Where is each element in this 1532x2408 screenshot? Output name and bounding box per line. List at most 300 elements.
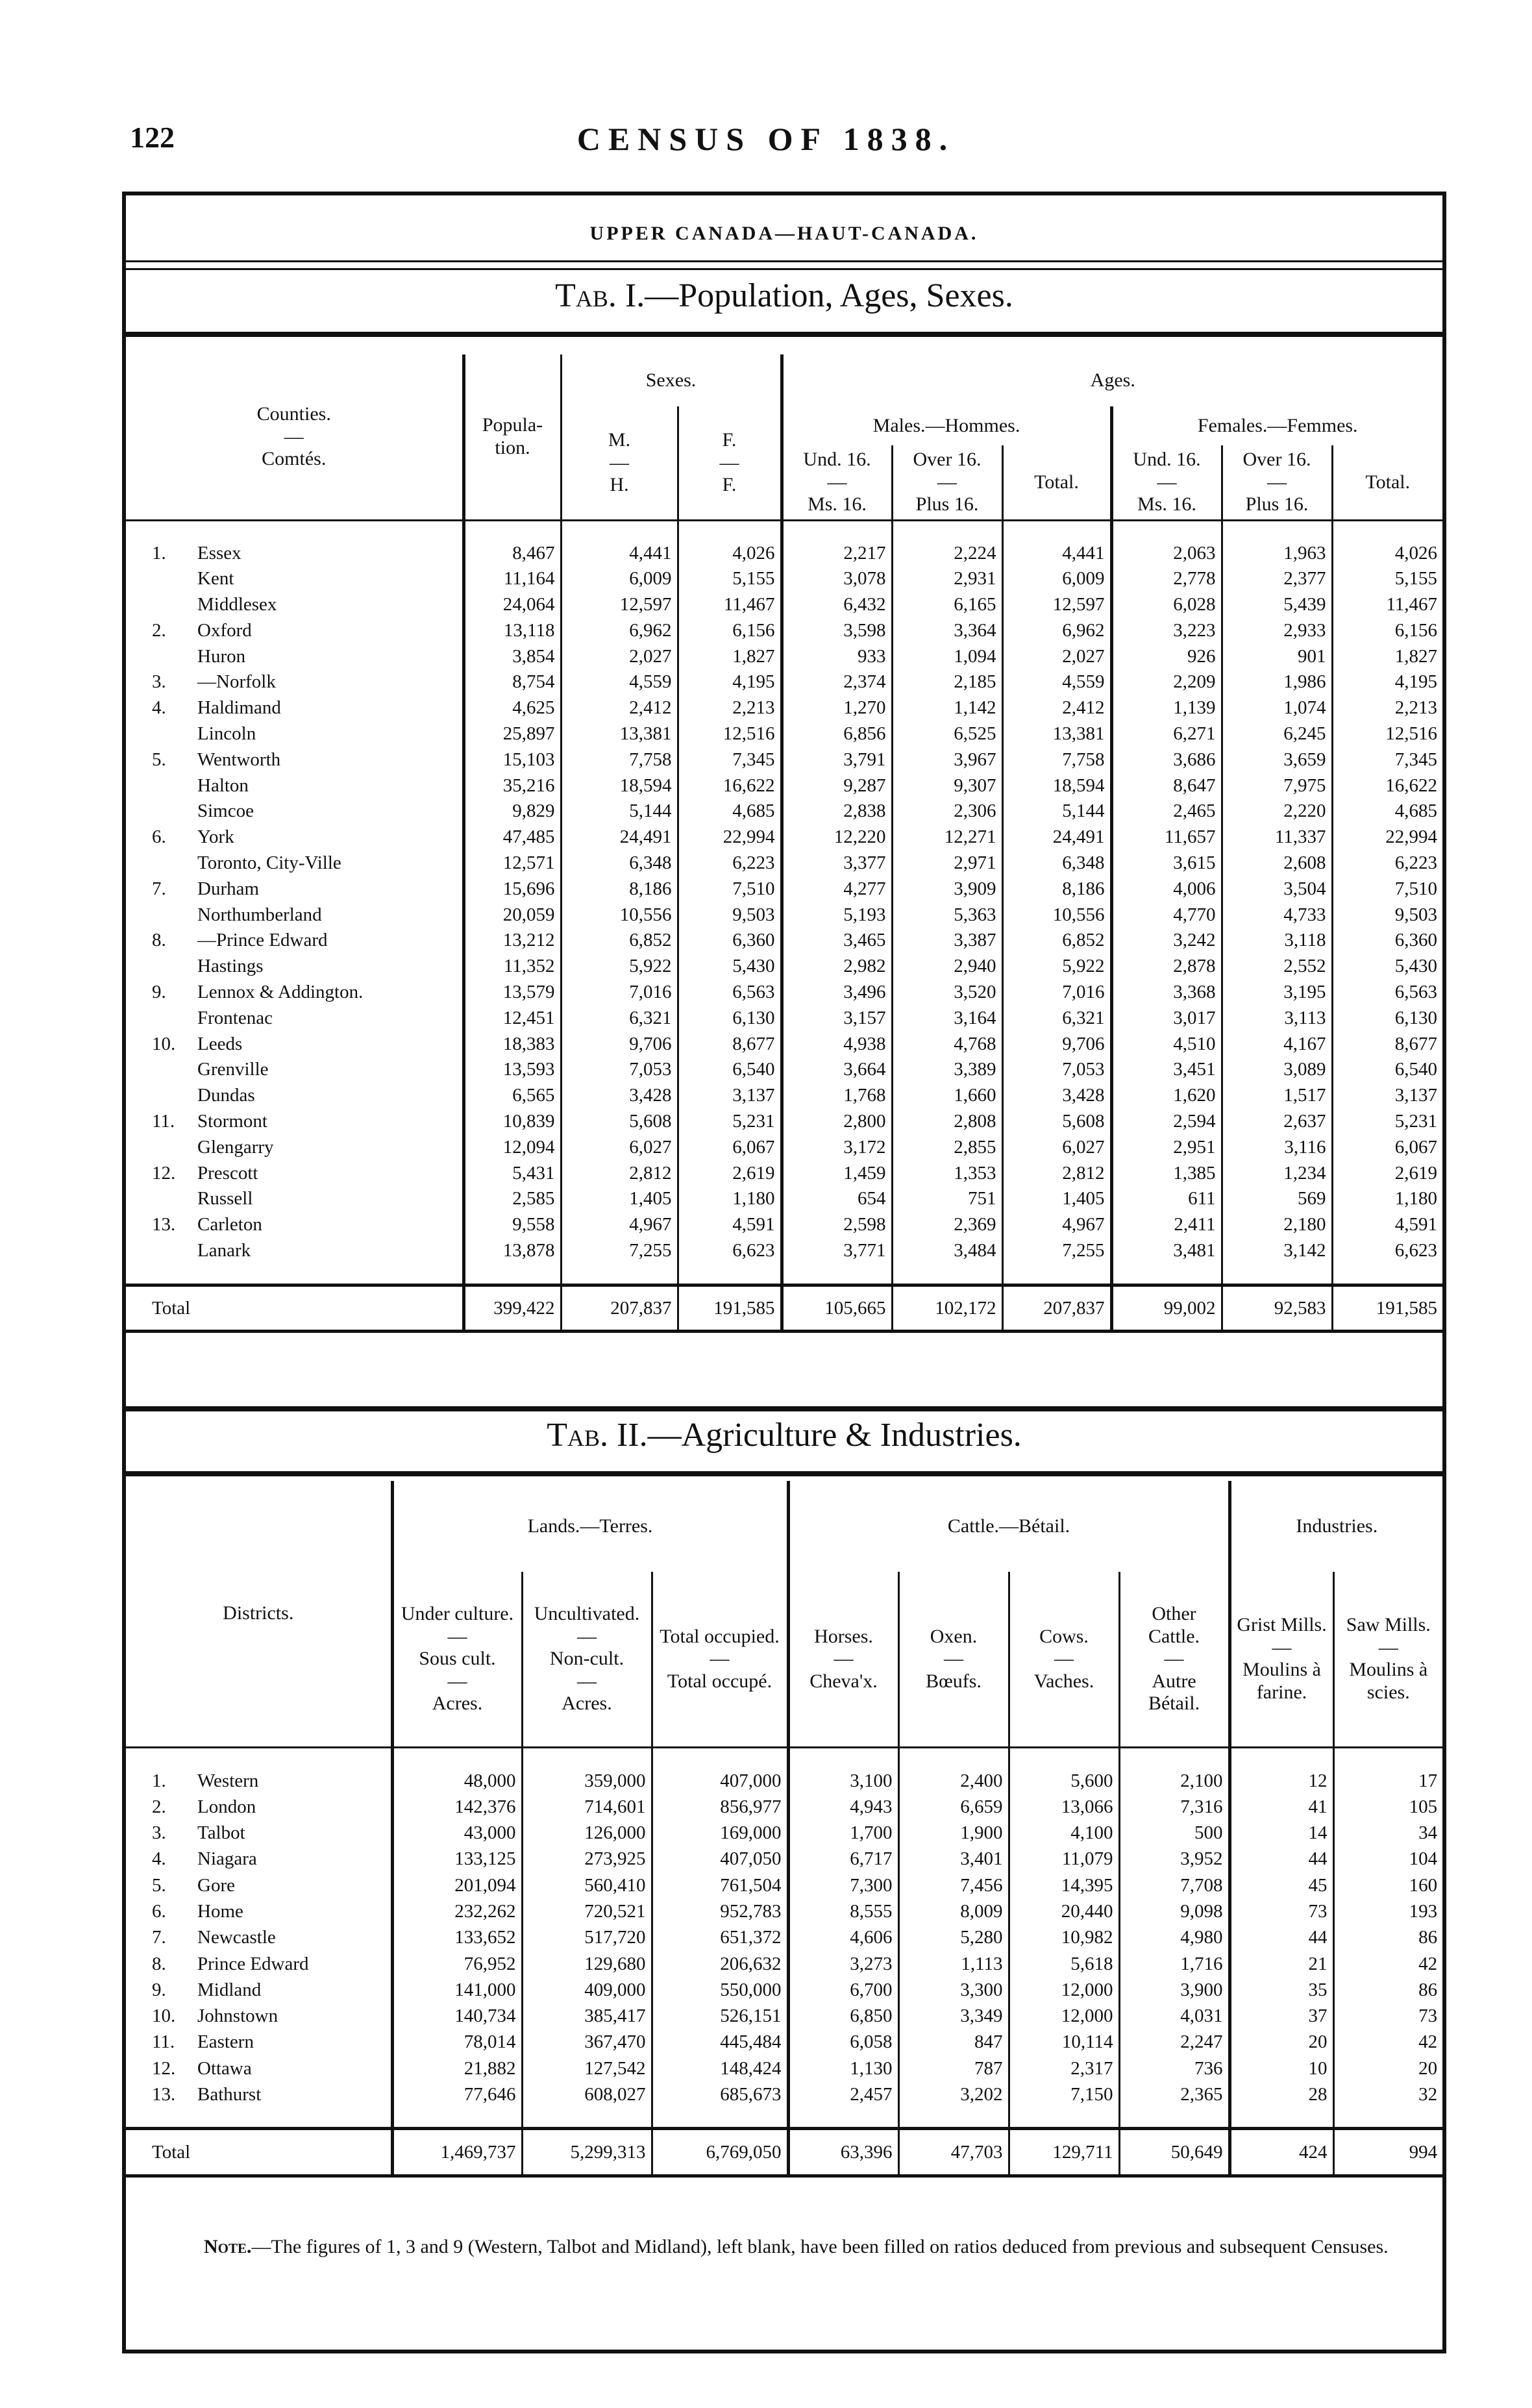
cell-value: 4,006 <box>1111 876 1222 902</box>
row-name <box>126 1898 392 1924</box>
cell-value: 7,316 <box>1119 1794 1229 1820</box>
table-row <box>126 695 1442 721</box>
cell-value: 13,381 <box>1002 721 1111 747</box>
cell-value: 3,952 <box>1119 1846 1229 1872</box>
cell-value: 5,439 <box>1222 592 1332 618</box>
row-number: 10. <box>152 1033 176 1054</box>
cell-value: 651,372 <box>652 1924 788 1950</box>
cell-value: 7,255 <box>561 1238 678 1264</box>
table-row <box>126 1977 1442 2003</box>
table-row <box>126 1951 1442 1977</box>
cell-value: 901 <box>1222 644 1332 670</box>
header-females: Females.—Femmes. <box>1111 406 1442 445</box>
cell-value: 1,113 <box>898 1951 1009 1977</box>
row-label: Northumberland <box>197 904 322 925</box>
cell-value: 6,009 <box>561 566 678 592</box>
cell-value: 2,457 <box>788 2081 898 2107</box>
row-number: 4. <box>152 697 166 719</box>
table-row <box>126 592 1442 618</box>
row-label: Oxford <box>197 619 252 641</box>
cell-value: 169,000 <box>652 1820 788 1846</box>
cell-value: 2,374 <box>782 669 892 695</box>
row-label: Essex <box>197 542 241 564</box>
table-row <box>126 1238 1442 1264</box>
cell-value: 43,000 <box>392 1820 522 1846</box>
cell-value: 41 <box>1229 1794 1333 1820</box>
cell-value: 4,441 <box>561 541 678 567</box>
footnote <box>165 2234 1403 2260</box>
cell-value: 133,652 <box>392 1924 522 1950</box>
cell-value: 4,277 <box>782 876 892 902</box>
cell-value: 13,878 <box>463 1238 561 1264</box>
cell-value: 608,027 <box>522 2081 652 2107</box>
row-name <box>126 1057 463 1083</box>
cell-value: 2,027 <box>561 644 678 670</box>
row-name <box>126 541 463 567</box>
cell-value: 4,026 <box>1332 541 1442 567</box>
row-number: 1. <box>152 542 166 564</box>
row-label: Wentworth <box>197 749 281 770</box>
cell-value: 3,364 <box>892 618 1002 644</box>
cell-value: 751 <box>892 1186 1002 1212</box>
cell-value: 10 <box>1229 2055 1333 2081</box>
table-row <box>126 566 1442 592</box>
row-name <box>126 592 463 618</box>
cell-value: 20,059 <box>463 902 561 928</box>
table-row <box>126 1794 1442 1820</box>
cell-value: 76,952 <box>392 1951 522 1977</box>
table-row <box>126 1768 1442 1794</box>
total-value: 50,649 <box>1119 2129 1229 2176</box>
cell-value: 232,262 <box>392 1898 522 1924</box>
table-row <box>126 669 1442 695</box>
cell-value: 6,027 <box>561 1135 678 1161</box>
cell-value: 5,280 <box>898 1924 1009 1950</box>
cell-value: 9,829 <box>463 799 561 825</box>
cell-value: 11,657 <box>1111 825 1222 850</box>
cell-value: 4,685 <box>678 799 782 825</box>
total-value: 99,002 <box>1111 1285 1222 1331</box>
rule <box>126 1406 1442 1411</box>
header-sexes: Sexes. <box>561 354 782 406</box>
cell-value: 3,172 <box>782 1135 892 1161</box>
table-row <box>126 721 1442 747</box>
cell-value: 4,441 <box>1002 541 1111 567</box>
row-label: Leeds <box>197 1033 243 1054</box>
row-name <box>126 1109 463 1135</box>
tab1-label: Tab. I. <box>555 277 645 314</box>
cell-value: 5,231 <box>678 1109 782 1135</box>
cell-value: 13,066 <box>1009 1794 1119 1820</box>
cell-value: 685,673 <box>652 2081 788 2107</box>
cell-value: 6,028 <box>1111 592 1222 618</box>
table-row <box>126 1846 1442 1872</box>
row-label: Newcastle <box>197 1927 276 1948</box>
cell-value: 6,348 <box>1002 850 1111 876</box>
cell-value: 12,516 <box>1332 721 1442 747</box>
cell-value: 952,783 <box>652 1898 788 1924</box>
cell-value: 6,165 <box>892 592 1002 618</box>
cell-value: 2,619 <box>1332 1161 1442 1187</box>
cell-value: 3,164 <box>892 1006 1002 1032</box>
cell-value: 3,428 <box>561 1083 678 1109</box>
cell-value: 21,882 <box>392 2055 522 2081</box>
table-row <box>126 1032 1442 1058</box>
cell-value: 86 <box>1333 1977 1442 2003</box>
row-label: Gore <box>197 1874 235 1896</box>
cell-value: 9,558 <box>463 1212 561 1238</box>
row-label: Lennox & Addington. <box>197 982 364 1003</box>
cell-value: 127,542 <box>522 2055 652 2081</box>
cell-value: 6,360 <box>678 928 782 954</box>
cell-value: 12,571 <box>463 850 561 876</box>
cell-value: 6,659 <box>898 1794 1009 1820</box>
cell-value: 3,223 <box>1111 618 1222 644</box>
total-value: 102,172 <box>892 1285 1002 1331</box>
cell-value: 4,967 <box>1002 1212 1111 1238</box>
cell-value: 3,520 <box>892 980 1002 1006</box>
cell-value: 6,852 <box>1002 928 1111 954</box>
table-row <box>126 2055 1442 2081</box>
cell-value: 409,000 <box>522 1977 652 2003</box>
row-label: Talbot <box>197 1822 245 1844</box>
cell-value: 148,424 <box>652 2055 788 2081</box>
cell-value: 1,827 <box>678 644 782 670</box>
table-row <box>126 902 1442 928</box>
cell-value: 7,510 <box>1332 876 1442 902</box>
cell-value: 6,156 <box>1332 618 1442 644</box>
cell-value: 4,195 <box>678 669 782 695</box>
cell-value: 2,465 <box>1111 799 1222 825</box>
total-value: 1,469,737 <box>392 2129 522 2176</box>
header-industries: Industries. <box>1229 1481 1442 1572</box>
table-row <box>126 799 1442 825</box>
row-number: 5. <box>152 749 166 770</box>
cell-value: 14,395 <box>1009 1872 1119 1898</box>
cell-value: 3,195 <box>1222 980 1332 1006</box>
spacer-row <box>126 520 1442 541</box>
spacer-row <box>126 1264 1442 1285</box>
tab2-label: Tab. II. <box>547 1417 648 1454</box>
cell-value: 1,180 <box>678 1186 782 1212</box>
row-label: Dundas <box>197 1085 255 1106</box>
total-value: 6,769,050 <box>652 2129 788 2176</box>
row-label: Midland <box>197 1979 262 2000</box>
cell-value: 17 <box>1333 1768 1442 1794</box>
header-total-occupied: Total occupied. — Total occupé. <box>652 1572 788 1747</box>
cell-value: 3,854 <box>463 644 561 670</box>
cell-value: 7,708 <box>1119 1872 1229 1898</box>
cell-value: 10,114 <box>1009 2029 1119 2055</box>
row-name <box>126 980 463 1006</box>
cell-value: 3,481 <box>1111 1238 1222 1264</box>
cell-value: 4,625 <box>463 695 561 721</box>
row-number: 3. <box>152 671 166 693</box>
spacer-row <box>126 2107 1442 2129</box>
cell-value: 4,606 <box>788 1924 898 1950</box>
cell-value: 6,058 <box>788 2029 898 2055</box>
table-row <box>126 1212 1442 1238</box>
cell-value: 20 <box>1333 2055 1442 2081</box>
cell-value: 4,559 <box>561 669 678 695</box>
cell-value: 48,000 <box>392 1768 522 1794</box>
cell-value: 3,116 <box>1222 1135 1332 1161</box>
tab1-caption: —Population, Ages, Sexes. <box>645 277 1013 314</box>
cell-value: 10,839 <box>463 1109 561 1135</box>
cell-value: 44 <box>1229 1924 1333 1950</box>
row-number: 12. <box>152 1162 176 1184</box>
rule <box>126 1471 1442 1476</box>
cell-value: 2,855 <box>892 1135 1002 1161</box>
cell-value: 24,064 <box>463 592 561 618</box>
cell-value: 407,050 <box>652 1846 788 1872</box>
row-name <box>126 566 463 592</box>
total-value: 47,703 <box>898 2129 1009 2176</box>
row-label: Prince Edward <box>197 1953 309 1974</box>
row-name <box>126 1977 392 2003</box>
header-lands: Lands.—Terres. <box>392 1481 788 1572</box>
cell-value: 2,209 <box>1111 669 1222 695</box>
row-label: Frontenac <box>197 1007 273 1028</box>
table-row <box>126 644 1442 670</box>
cell-value: 11,352 <box>463 954 561 980</box>
row-name <box>126 1768 392 1794</box>
cell-value: 18,383 <box>463 1032 561 1058</box>
cell-value: 2,400 <box>898 1768 1009 1794</box>
cell-value: 926 <box>1111 644 1222 670</box>
table-row <box>126 618 1442 644</box>
cell-value: 4,167 <box>1222 1032 1332 1058</box>
row-number: 4. <box>152 1848 166 1870</box>
row-name <box>126 1186 463 1212</box>
cell-value: 10,556 <box>1002 902 1111 928</box>
cell-value: 500 <box>1119 1820 1229 1846</box>
cell-value: 2,552 <box>1222 954 1332 980</box>
row-name <box>126 1872 392 1898</box>
cell-value: 12,597 <box>561 592 678 618</box>
table-row <box>126 747 1442 773</box>
total-value: 5,299,313 <box>522 2129 652 2176</box>
cell-value: 12,000 <box>1009 2003 1119 2029</box>
cell-value: 9,503 <box>1332 902 1442 928</box>
cell-value: 1,459 <box>782 1161 892 1187</box>
row-label: Western <box>197 1770 259 1791</box>
cell-value: 5,922 <box>1002 954 1111 980</box>
cell-value: 201,094 <box>392 1872 522 1898</box>
cell-value: 6,009 <box>1002 566 1111 592</box>
table-row <box>126 1006 1442 1032</box>
cell-value: 611 <box>1111 1186 1222 1212</box>
cell-value: 2,933 <box>1222 618 1332 644</box>
row-number: 10. <box>152 2005 176 2027</box>
row-name <box>126 1846 392 1872</box>
cell-value: 3,113 <box>1222 1006 1332 1032</box>
cell-value: 787 <box>898 2055 1009 2081</box>
cell-value: 7,975 <box>1222 773 1332 799</box>
cell-value: 12,094 <box>463 1135 561 1161</box>
cell-value: 12,220 <box>782 825 892 850</box>
cell-value: 1,353 <box>892 1161 1002 1187</box>
row-name <box>126 902 463 928</box>
cell-value: 2,951 <box>1111 1135 1222 1161</box>
row-label: Niagara <box>197 1848 257 1870</box>
cell-value: 2,940 <box>892 954 1002 980</box>
cell-value: 3,377 <box>782 850 892 876</box>
header-m-und16: Und. 16. — Ms. 16. <box>782 445 892 520</box>
row-label: Kent <box>197 568 234 590</box>
cell-value: 47,485 <box>463 825 561 850</box>
row-number: 13. <box>152 2084 176 2105</box>
cell-value: 28 <box>1229 2081 1333 2107</box>
cell-value: 2,608 <box>1222 850 1332 876</box>
cell-value: 2,808 <box>892 1109 1002 1135</box>
cell-value: 77,646 <box>392 2081 522 2107</box>
cell-value: 13,593 <box>463 1057 561 1083</box>
cell-value: 11,164 <box>463 566 561 592</box>
cell-value: 3,078 <box>782 566 892 592</box>
header-cows: Cows. — Vaches. <box>1009 1572 1119 1747</box>
cell-value: 3,137 <box>678 1083 782 1109</box>
cell-value: 720,521 <box>522 1898 652 1924</box>
cell-value: 73 <box>1333 2003 1442 2029</box>
cell-value: 3,242 <box>1111 928 1222 954</box>
cell-value: 4,967 <box>561 1212 678 1238</box>
cell-value: 78,014 <box>392 2029 522 2055</box>
total-value: 92,583 <box>1222 1285 1332 1331</box>
cell-value: 129,680 <box>522 1951 652 1977</box>
row-name <box>126 1238 463 1264</box>
cell-value: 1,270 <box>782 695 892 721</box>
row-name <box>126 825 463 850</box>
row-name <box>126 2003 392 2029</box>
header-districts: Districts. <box>223 1602 294 1624</box>
cell-value: 6,130 <box>1332 1006 1442 1032</box>
cell-value: 9,706 <box>1002 1032 1111 1058</box>
row-name <box>126 618 463 644</box>
cell-value: 3,157 <box>782 1006 892 1032</box>
cell-value: 6,962 <box>561 618 678 644</box>
cell-value: 15,696 <box>463 876 561 902</box>
table-row <box>126 1872 1442 1898</box>
header-f-und16: Und. 16. — Ms. 16. <box>1111 445 1222 520</box>
cell-value: 86 <box>1333 1924 1442 1950</box>
total-value: 994 <box>1333 2129 1442 2176</box>
cell-value: 5,618 <box>1009 1951 1119 1977</box>
cell-value: 6,432 <box>782 592 892 618</box>
table-row <box>126 876 1442 902</box>
cell-value: 6,540 <box>1332 1057 1442 1083</box>
cell-value: 2,812 <box>561 1161 678 1187</box>
row-label: Hastings <box>197 956 264 977</box>
cell-value: 12,597 <box>1002 592 1111 618</box>
cell-value: 7,758 <box>1002 747 1111 773</box>
cell-value: 4,510 <box>1111 1032 1222 1058</box>
cell-value: 2,180 <box>1222 1212 1332 1238</box>
table-row <box>126 1161 1442 1187</box>
header-saw-mills: Saw Mills. — Moulins à scies. <box>1333 1572 1442 1747</box>
row-name <box>126 2081 392 2107</box>
cell-value: 3,017 <box>1111 1006 1222 1032</box>
cell-value: 35 <box>1229 1977 1333 2003</box>
header-horses: Horses. — Cheva'x. <box>788 1572 898 1747</box>
cell-value: 9,307 <box>892 773 1002 799</box>
region-title: UPPER CANADA—HAUT-CANADA. <box>589 223 979 244</box>
cell-value: 856,977 <box>652 1794 788 1820</box>
cell-value: 550,000 <box>652 1977 788 2003</box>
table-row <box>126 1820 1442 1846</box>
cell-value: 4,559 <box>1002 669 1111 695</box>
cell-value: 7,255 <box>1002 1238 1111 1264</box>
cell-value: 3,273 <box>788 1951 898 1977</box>
cell-value: 6,245 <box>1222 721 1332 747</box>
row-label: Huron <box>197 645 246 667</box>
cell-value: 6,223 <box>678 850 782 876</box>
table-row <box>126 1135 1442 1161</box>
cell-value: 1,716 <box>1119 1951 1229 1977</box>
table-row <box>126 928 1442 954</box>
cell-value: 73 <box>1229 1898 1333 1924</box>
cell-value: 3,300 <box>898 1977 1009 2003</box>
cell-value: 3,909 <box>892 876 1002 902</box>
cell-value: 761,504 <box>652 1872 788 1898</box>
cell-value: 4,026 <box>678 541 782 567</box>
cell-value: 2,306 <box>892 799 1002 825</box>
cell-value: 10,556 <box>561 902 678 928</box>
header-population: Popula-tion. <box>463 354 561 520</box>
cell-value: 44 <box>1229 1846 1333 1872</box>
cell-value: 7,053 <box>1002 1057 1111 1083</box>
cell-value: 12,451 <box>463 1006 561 1032</box>
table-row <box>126 954 1442 980</box>
row-name <box>126 1820 392 1846</box>
cell-value: 3,598 <box>782 618 892 644</box>
cell-value: 20,440 <box>1009 1898 1119 1924</box>
cell-value: 20 <box>1229 2029 1333 2055</box>
cell-value: 1,074 <box>1222 695 1332 721</box>
cell-value: 3,967 <box>892 747 1002 773</box>
cell-value: 6,852 <box>561 928 678 954</box>
cell-value: 11,337 <box>1222 825 1332 850</box>
table-row <box>126 773 1442 799</box>
cell-value: 3,142 <box>1222 1238 1332 1264</box>
cell-value: 3,465 <box>782 928 892 954</box>
rule <box>126 260 1442 262</box>
cell-value: 2,100 <box>1119 1768 1229 1794</box>
cell-value: 3,137 <box>1332 1083 1442 1109</box>
cell-value: 445,484 <box>652 2029 788 2055</box>
cell-value: 4,195 <box>1332 669 1442 695</box>
total-value: 424 <box>1229 2129 1333 2176</box>
cell-value: 11,467 <box>1332 592 1442 618</box>
row-number: 2. <box>152 619 166 641</box>
cell-value: 1,768 <box>782 1083 892 1109</box>
cell-value: 140,734 <box>392 2003 522 2029</box>
table-row <box>126 825 1442 850</box>
cell-value: 2,365 <box>1119 2081 1229 2107</box>
cell-value: 7,150 <box>1009 2081 1119 2107</box>
cell-value: 4,768 <box>892 1032 1002 1058</box>
cell-value: 1,405 <box>561 1186 678 1212</box>
cell-value: 6,223 <box>1332 850 1442 876</box>
row-label: Grenville <box>197 1059 269 1080</box>
cell-value: 6,130 <box>678 1006 782 1032</box>
row-number: 12. <box>152 2057 176 2079</box>
cell-value: 1,405 <box>1002 1186 1111 1212</box>
cell-value: 6,156 <box>678 618 782 644</box>
cell-value: 6,348 <box>561 850 678 876</box>
cell-value: 2,931 <box>892 566 1002 592</box>
cell-value: 8,555 <box>788 1898 898 1924</box>
